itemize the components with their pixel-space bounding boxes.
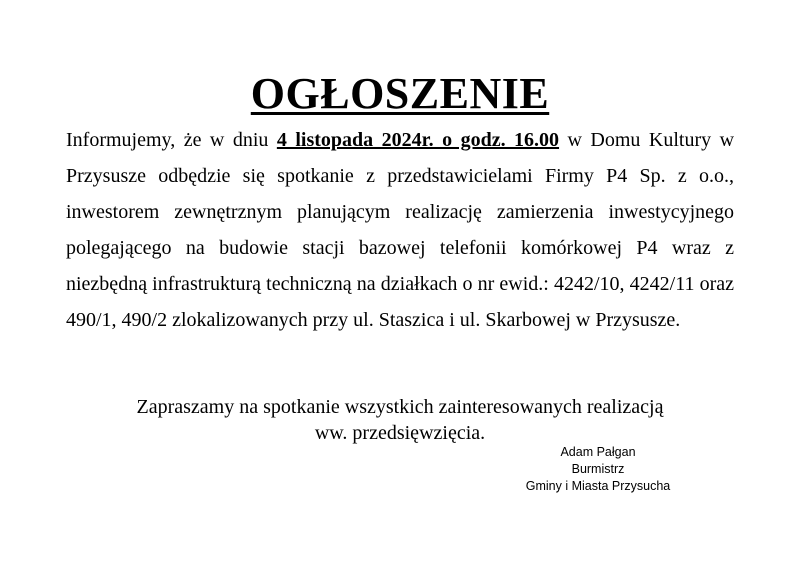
signature-role: Burmistrz xyxy=(571,462,625,476)
announcement-title: OGŁOSZENIE xyxy=(250,69,550,118)
announcement-body xyxy=(66,122,734,338)
signature-office: Gminy i Miasta Przysucha xyxy=(525,479,671,493)
signature-block xyxy=(498,444,698,495)
signature-name: Adam Pałgan xyxy=(560,445,636,459)
invitation xyxy=(60,394,740,446)
meeting-date: 4 listopada 2024r. o godz. 16.00 xyxy=(276,129,560,151)
invitation-line-2: ww. przedsięwzięcia. xyxy=(314,422,486,444)
invitation-line-1: Zapraszamy na spotkanie wszystkich zainteresowanych realizacją xyxy=(136,396,664,418)
paragraph-intro: Informujemy, że w dniu xyxy=(66,129,277,151)
announcement-paragraph xyxy=(66,122,734,338)
paragraph-details: w Domu Kultury w Przysusze odbędzie się spotkanie z przedstawicielami Firmy P4 Sp. z o.o., inwestorem zewnętrznym planującym realizację zamierzenia inwestycyjnego polegającego na budowie stacji bazowej telefonii komórkowej P4 wraz z niezbędną infrastrukturą techniczną na działkach o nr ewid.: 4242/10, 4242/11 oraz 490/1, 490/2 zlokalizowanych przy ul. Staszica i ul. Skarbowej w Przysusze. xyxy=(66,129,735,331)
